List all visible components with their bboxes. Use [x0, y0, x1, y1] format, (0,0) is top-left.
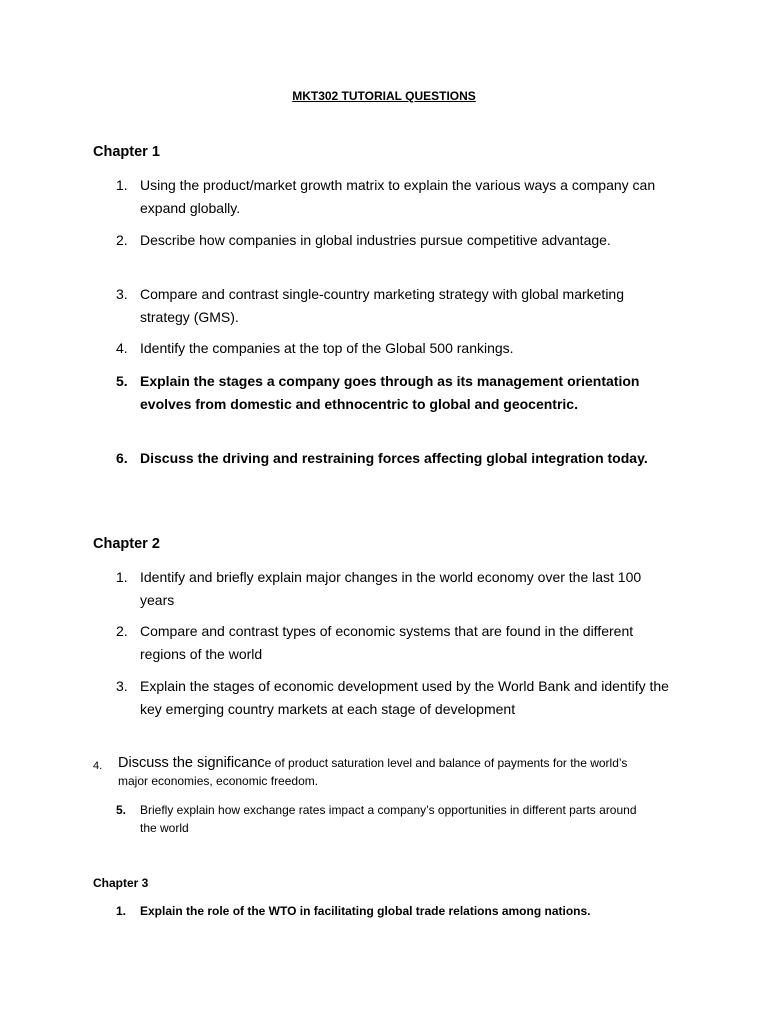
question-number: 4.	[116, 340, 128, 356]
chapter-1-question-5	[116, 370, 672, 415]
chapter-1-question-3	[116, 283, 672, 328]
question-text: Explain the stages a company goes through as its management orientation evolves from domestic and ethnocentric to global and geocentric.	[140, 373, 640, 412]
question-number: 2.	[116, 232, 128, 248]
document-title: MKT302 TUTORIAL QUESTIONS	[292, 89, 476, 103]
chapter-2-heading: Chapter 2	[93, 536, 160, 552]
question-number: 1.	[116, 569, 128, 585]
chapter-2-question-2	[116, 620, 672, 665]
question-text: e of product saturation level and balance of payments for the world’s major economies, economic freedom.	[118, 756, 628, 788]
chapter-1-question-6	[116, 447, 672, 470]
chapter-2-question-1	[116, 566, 672, 611]
chapter-1-question-1	[116, 174, 672, 219]
question-number: 6.	[116, 450, 128, 466]
question-text: Briefly explain how exchange rates impact a company’s opportunities in different parts around the world	[140, 803, 637, 835]
chapter-2-question-4	[93, 754, 658, 790]
question-number: 2.	[116, 623, 128, 639]
question-number: 3.	[116, 286, 128, 302]
chapter-1-heading: Chapter 1	[93, 144, 160, 160]
question-text: Compare and contrast single-country marketing strategy with global marketing strategy (GMS).	[140, 286, 625, 325]
question-text-lead: Discuss the significanc	[118, 755, 265, 771]
question-text: Identify and briefly explain major changes in the world economy over the last 100 years	[140, 569, 642, 608]
chapter-2-question-5	[116, 801, 650, 837]
chapter-2-question-3	[116, 675, 672, 720]
question-number: 3.	[116, 678, 128, 694]
question-text: Explain the stages of economic development used by the World Bank and identify the key emerging country markets at each stage of development	[140, 678, 669, 717]
question-number: 1.	[116, 904, 127, 918]
question-number: 5.	[116, 373, 128, 389]
question-text: Explain the role of the WTO in facilitating global trade relations among nations.	[140, 904, 591, 918]
question-text: Identify the companies at the top of the Global 500 rankings.	[140, 340, 514, 356]
question-text: Discuss the driving and restraining forces affecting global integration today.	[140, 450, 648, 466]
question-text: Compare and contrast types of economic systems that are found in the different regions of the world	[140, 623, 634, 662]
chapter-1-question-4	[116, 337, 672, 360]
question-text: Using the product/market growth matrix to explain the various ways a company can expand globally.	[140, 177, 656, 216]
question-text-block	[118, 754, 658, 790]
chapter-1-question-2	[116, 229, 672, 252]
question-text: Describe how companies in global industries pursue competitive advantage.	[140, 232, 611, 248]
question-number: 5.	[116, 803, 127, 817]
chapter-3-heading: Chapter 3	[93, 876, 149, 890]
chapter-3-question-1	[116, 902, 650, 920]
question-number: 4.	[93, 760, 103, 772]
question-number: 1.	[116, 177, 128, 193]
